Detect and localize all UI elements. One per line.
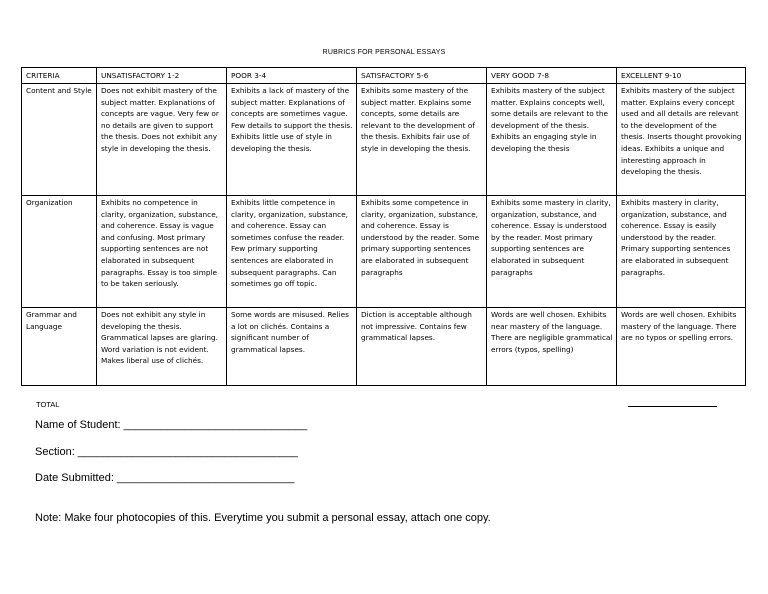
rubric-cell: Does not exhibit any style in developing the thesis. Grammatical lapses are glaring. Word variation is not evident. Makes liberal use of clichés. (97, 308, 227, 386)
header-row (22, 68, 746, 84)
criteria-cell: Content and Style (22, 84, 97, 196)
section-field: Section: ____________________________________ (35, 446, 299, 458)
rubric-cell: Exhibits no competence in clarity, organization, substance, and coherence. Essay is vague and confusing. Most primary supporting sentences are not elaborated in subsequent paragraphs. Essay is too simple to be taken seriously. (97, 196, 227, 308)
rubric-cell: Exhibits mastery of the subject matter. Explains concepts well, some details are relevant to the development of the thesis. Exhibits an engaging style in developing the thesis (487, 84, 617, 196)
student-name-field: Name of Student: ______________________________ (35, 419, 308, 431)
header-unsatisfactory: UNSATISFACTORY 1-2 (97, 68, 227, 84)
total-label: TOTAL (36, 400, 60, 409)
rubric-cell: Exhibits some mastery in clarity, organization, substance, and coherence. Essay is understood by the reader. Most primary supporting sentences are elaborated in subsequent paragraphs (487, 196, 617, 308)
footer-note: Note: Make four photocopies of this. Everytime you submit a personal essay, attach one copy. (35, 512, 491, 524)
table-row (22, 308, 746, 386)
document-title: RUBRICS FOR PERSONAL ESSAYS (322, 49, 446, 56)
rubric-cell: Does not exhibit mastery of the subject matter. Explanations of concepts are vague. Very few or no details are given to support the thesis. Does not exhibit any style in developing the thesis. (97, 84, 227, 196)
criteria-cell: Grammar and Language (22, 308, 97, 386)
rubric-cell: Exhibits mastery of the subject matter. Explains every concept used and all details are relevant to the development of the thesis. Inserts thought provoking ideas. Exhibits a unique and interesting approach in developing the thesis. (617, 84, 746, 196)
rubric-table (21, 67, 746, 386)
rubric-cell: Words are well chosen. Exhibits mastery of the language. There are no typos or spelling errors. (617, 308, 746, 386)
table-row (22, 196, 746, 308)
rubric-cell: Exhibits some mastery of the subject matter. Explains some concepts, some details are relevant to the development of the thesis. Exhibits fair use of style in developing the thesis. (357, 84, 487, 196)
rubric-cell: Exhibits little competence in clarity, organization, substance, and coherence. Essay can sometimes confuse the reader. Few primary supporting sentences are elaborated in subsequent paragraphs. Can sometimes go off topic. (227, 196, 357, 308)
header-very-good: VERY GOOD 7-8 (487, 68, 617, 84)
header-criteria: CRITERIA (22, 68, 97, 84)
total-line (628, 406, 717, 407)
rubric-cell: Exhibits mastery in clarity, organization, substance, and coherence. Essay is easily understood by the reader. Primary supporting sentences are elaborated in subsequent paragraphs. (617, 196, 746, 308)
rubric-cell: Exhibits some competence in clarity, organization, substance, and coherence. Essay is understood by the reader. Some primary supporting sentences are elaborated in subsequent paragraphs (357, 196, 487, 308)
header-satisfactory: SATISFACTORY 5-6 (357, 68, 487, 84)
criteria-cell: Organization (22, 196, 97, 308)
header-excellent: EXCELLENT 9-10 (617, 68, 746, 84)
rubric-cell: Some words are misused. Relies a lot on clichés. Contains a significant number of grammatical lapses. (227, 308, 357, 386)
header-poor: POOR 3-4 (227, 68, 357, 84)
table-row (22, 84, 746, 196)
date-submitted-field: Date Submitted: _____________________________ (35, 472, 295, 484)
rubric-cell: Words are well chosen. Exhibits near mastery of the language. There are negligible grammatical errors (typos, spelling) (487, 308, 617, 386)
rubric-cell: Diction is acceptable although not impressive. Contains few grammatical lapses. (357, 308, 487, 386)
rubric-cell: Exhibits a lack of mastery of the subject matter. Explanations of concepts are sometimes vague. Few details to support the thesis. Exhibits little use of style in developing the thesis. (227, 84, 357, 196)
